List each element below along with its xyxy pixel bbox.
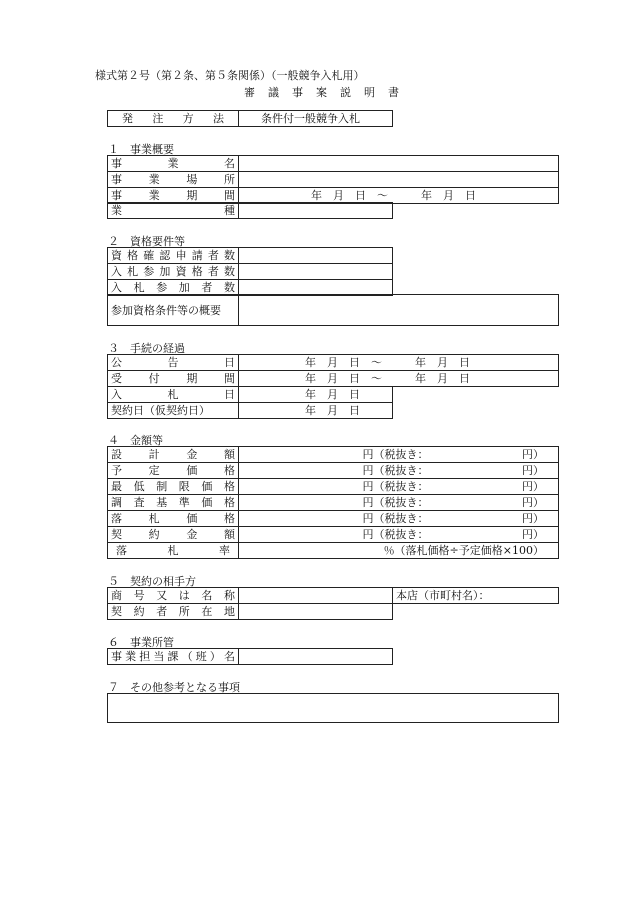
label-contract-date: 契約日（仮契約日） (108, 403, 239, 419)
contractor-address-table (107, 603, 393, 620)
table-row (108, 649, 393, 665)
table-row (108, 694, 559, 723)
value-bid-date: 年 月 日 (239, 387, 393, 403)
section-4-title: ４ 金額等 (108, 434, 163, 447)
label-business-type: 業種 (108, 203, 239, 219)
table-row (108, 463, 559, 479)
value-qualified (239, 264, 393, 280)
label-participants: 入札参加者数 (108, 280, 239, 296)
value-winning-price: 円（税抜き： 円） (239, 511, 559, 527)
section-3-title: ３ 手続の経過 (108, 342, 185, 355)
table-row (108, 295, 559, 326)
label-reception-period: 受付期間 (108, 371, 239, 387)
label-design-amount: 設計金額 (108, 447, 239, 463)
document-title: 審 議 事 案 説 明 書 (244, 86, 400, 99)
value-company-name (239, 588, 393, 604)
value-remarks (108, 694, 559, 723)
table-row (108, 527, 559, 543)
label-department: 事業担当課（班）名 (108, 649, 239, 665)
table-row (108, 479, 559, 495)
table-row (108, 248, 393, 264)
value-contract-amount: 円（税抜き： 円） (239, 527, 559, 543)
label-company-name: 商号又は名称 (108, 588, 239, 604)
label-winning-price: 落札価格 (108, 511, 239, 527)
section-6-title: ６ 事業所管 (108, 636, 174, 649)
remarks-table (107, 693, 559, 723)
label-qualified: 入札参加資格者数 (108, 264, 239, 280)
label-planned-price: 予定価格 (108, 463, 239, 479)
value-planned-price: 円（税抜き： 円） (239, 463, 559, 479)
value-business-period: 年 月 日 ～ 年 月 日 (239, 188, 559, 204)
procedure-table (107, 354, 559, 387)
label-contract-amount: 契約金額 (108, 527, 239, 543)
table-row (108, 495, 559, 511)
section-2-title: ２ 資格要件等 (108, 235, 185, 248)
business-overview-table (107, 155, 559, 204)
order-method-table (107, 110, 393, 127)
qualification-count-table (107, 247, 393, 296)
value-survey-price: 円（税抜き： 円） (239, 495, 559, 511)
business-type-table (107, 202, 393, 219)
value-contractor-address (239, 604, 393, 620)
table-row (108, 371, 559, 387)
value-business-location (239, 172, 559, 188)
value-department (239, 649, 393, 665)
table-row (108, 403, 393, 419)
table-row (108, 387, 393, 403)
form-title: 様式第２号（第２条、第５条関係）（一般競争入札用） (95, 69, 365, 82)
procedure-date-table (107, 386, 393, 419)
label-winning-rate: 落札率 (108, 543, 239, 559)
table-row (108, 447, 559, 463)
label-applicants: 資格確認申請者数 (108, 248, 239, 264)
table-row (108, 264, 393, 280)
table-row (108, 543, 559, 559)
order-method-value: 条件付一般競争入札 (239, 111, 393, 127)
label-announcement: 公告日 (108, 355, 239, 371)
value-head-office: 本店（市町村名）： (393, 588, 559, 604)
value-qualification-summary (239, 295, 559, 326)
amount-table (107, 446, 559, 559)
value-announcement: 年 月 日 ～ 年 月 日 (239, 355, 559, 371)
label-bid-date: 入札日 (108, 387, 239, 403)
table-row (108, 588, 559, 604)
section-5-title: ５ 契約の相手方 (108, 575, 196, 588)
value-design-amount: 円（税抜き： 円） (239, 447, 559, 463)
contractor-table (107, 587, 559, 604)
order-method-label: 発注方法 (108, 111, 239, 127)
section-7-title: ７ その他参考となる事項 (108, 681, 240, 694)
value-business-name (239, 156, 559, 172)
label-contractor-address: 契約者所在地 (108, 604, 239, 620)
label-business-location: 事業場所 (108, 172, 239, 188)
value-minimum-price: 円（税抜き： 円） (239, 479, 559, 495)
value-contract-date: 年 月 日 (239, 403, 393, 419)
table-row (108, 355, 559, 371)
department-table (107, 648, 393, 665)
qualification-summary-table (107, 294, 559, 326)
label-qualification-summary: 参加資格条件等の概要 (108, 295, 239, 326)
section-1-title: １ 事業概要 (108, 143, 174, 156)
table-row (108, 156, 559, 172)
table-row (108, 203, 393, 219)
table-row (108, 604, 393, 620)
table-row (108, 511, 559, 527)
label-minimum-price: 最低制限価格 (108, 479, 239, 495)
value-business-type (239, 203, 393, 219)
value-reception-period: 年 月 日 ～ 年 月 日 (239, 371, 559, 387)
label-business-name: 事業名 (108, 156, 239, 172)
label-business-period: 事業期間 (108, 188, 239, 204)
label-survey-price: 調査基準価格 (108, 495, 239, 511)
value-applicants (239, 248, 393, 264)
table-row (108, 172, 559, 188)
value-winning-rate: ％（落札価格÷予定価格×100） (239, 543, 559, 559)
